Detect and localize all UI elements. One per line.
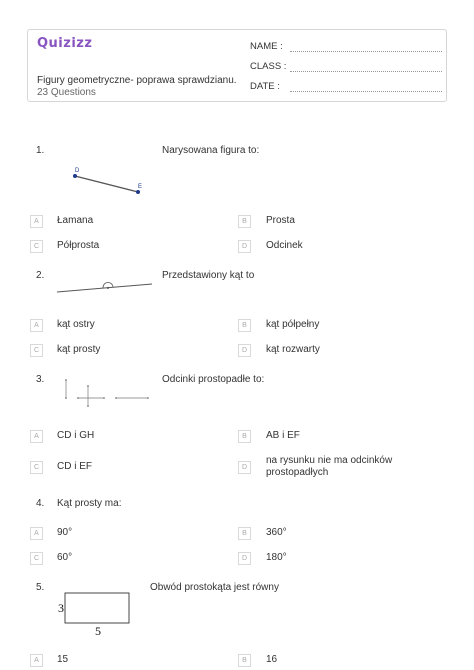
class-line[interactable] xyxy=(290,71,442,72)
name-label: NAME : xyxy=(250,41,283,52)
name-field[interactable] xyxy=(250,41,283,52)
option-b-text[interactable]: 16 xyxy=(266,654,278,665)
option-a-text[interactable]: 15 xyxy=(57,654,69,665)
option-d-text[interactable]: Odcinek xyxy=(266,240,303,251)
option-letter-b[interactable]: B xyxy=(238,319,251,332)
option-letter-a[interactable]: A xyxy=(30,319,43,332)
option-c-text[interactable]: Półprosta xyxy=(57,240,100,251)
option-d-text[interactable]: na rysunku nie ma odcinków prostopadłych xyxy=(266,455,393,478)
option-letter-c[interactable]: C xyxy=(30,552,43,565)
option-letter-c[interactable]: C xyxy=(30,344,43,357)
option-letter-d[interactable]: D xyxy=(238,344,251,357)
question-number: 3. xyxy=(36,374,45,385)
option-letter-a[interactable]: A xyxy=(30,654,43,667)
quizizz-logo: Quizizz xyxy=(37,36,93,51)
question-number: 1. xyxy=(36,145,45,156)
question-count: 23 Questions xyxy=(37,87,96,98)
option-letter-c[interactable]: C xyxy=(30,461,43,474)
option-letter-b[interactable]: B xyxy=(238,654,251,667)
side-length-label: 3 xyxy=(58,601,64,615)
option-letter-d[interactable]: D xyxy=(238,240,251,253)
option-c-text[interactable]: kąt prosty xyxy=(57,344,101,355)
option-letter-a[interactable]: A xyxy=(30,430,43,443)
option-b-text[interactable]: kąt półpełny xyxy=(266,319,320,330)
question-text: Kąt prosty ma: xyxy=(57,498,122,509)
option-c-text[interactable]: CD i EF xyxy=(57,461,92,472)
bottom-length-label: 5 xyxy=(95,624,101,638)
option-letter-a[interactable]: A xyxy=(30,215,43,228)
question-text: Przedstawiony kąt to xyxy=(162,270,255,281)
option-d-text[interactable]: kąt rozwarty xyxy=(266,344,320,355)
option-letter-b[interactable]: B xyxy=(238,527,251,540)
segment-de-figure xyxy=(60,160,160,200)
option-letter-a[interactable]: A xyxy=(30,527,43,540)
option-letter-b[interactable]: B xyxy=(238,430,251,443)
segments-figure xyxy=(60,376,155,410)
point-d-label: D xyxy=(75,168,80,174)
worksheet-title: Figury geometryczne- poprawa sprawdzianu. xyxy=(37,75,237,86)
name-line[interactable] xyxy=(290,51,442,52)
question-text: Narysowana figura to: xyxy=(162,145,260,156)
date-label: DATE : xyxy=(250,81,280,92)
option-b-text[interactable]: 360° xyxy=(266,527,287,538)
question-number: 5. xyxy=(36,582,45,593)
option-a-text[interactable]: Łamana xyxy=(57,215,94,226)
option-a-text[interactable]: CD i GH xyxy=(57,430,95,441)
question-text: Obwód prostokąta jest równy xyxy=(150,582,279,593)
option-a-text[interactable]: 90° xyxy=(57,527,73,538)
question-text: Odcinki prostopadłe to: xyxy=(162,374,265,385)
option-letter-b[interactable]: B xyxy=(238,215,251,228)
option-letter-c[interactable]: C xyxy=(30,240,43,253)
point-e-label: E xyxy=(138,184,143,190)
option-letter-d[interactable]: D xyxy=(238,552,251,565)
class-field[interactable] xyxy=(250,61,286,72)
class-label: CLASS : xyxy=(250,61,287,72)
angle-figure xyxy=(55,278,160,298)
worksheet-header xyxy=(27,29,447,102)
option-c-text[interactable]: 60° xyxy=(57,552,73,563)
option-letter-d[interactable]: D xyxy=(238,461,251,474)
question-number: 2. xyxy=(36,270,45,281)
option-d-text[interactable]: 180° xyxy=(266,552,287,563)
question-number: 4. xyxy=(36,498,45,509)
option-b-text[interactable]: AB i EF xyxy=(266,430,300,441)
rectangle-figure xyxy=(55,590,135,640)
option-b-text[interactable]: Prosta xyxy=(266,215,295,226)
option-a-text[interactable]: kąt ostry xyxy=(57,319,95,330)
date-line[interactable] xyxy=(290,91,442,92)
date-field[interactable] xyxy=(250,81,280,92)
